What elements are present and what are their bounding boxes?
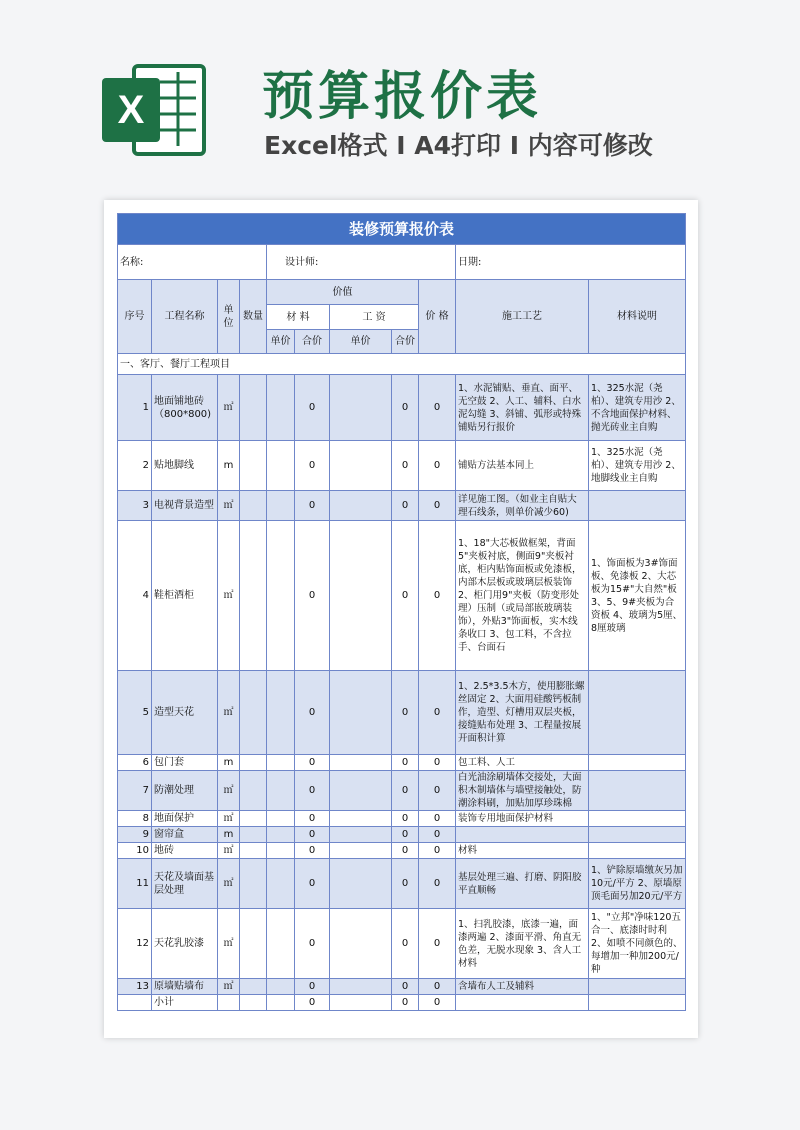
row-number — [118, 995, 152, 1011]
table-row — [118, 827, 686, 843]
row-material-note — [589, 671, 686, 755]
table-row — [118, 859, 686, 909]
row-labor-total: 0 — [392, 909, 419, 979]
row-labor-total: 0 — [392, 979, 419, 995]
row-project-name: 地面保护 — [152, 811, 218, 827]
row-number: 5 — [118, 671, 152, 755]
row-material-total: 0 — [295, 521, 330, 671]
row-material-total: 0 — [295, 859, 330, 909]
row-labor-unit-price — [330, 843, 392, 859]
row-price: 0 — [419, 811, 456, 827]
row-labor-total: 0 — [392, 827, 419, 843]
row-price: 0 — [419, 491, 456, 521]
row-process: 含墙布人工及辅料 — [456, 979, 589, 995]
row-quantity — [240, 843, 267, 859]
header-price-group: 价值 — [267, 280, 419, 305]
section-title: 一、客厅、餐厅工程项目 — [118, 354, 686, 375]
row-process — [456, 827, 589, 843]
name-field-label: 名称: — [118, 245, 267, 280]
header-material-total: 合价 — [295, 330, 330, 354]
row-number: 13 — [118, 979, 152, 995]
row-process: 白光油涂刷墙体交接处，大面积木制墙体与墙壁接触处，防潮涂料刷，加贴加厚珍珠棉 — [456, 771, 589, 811]
row-labor-total: 0 — [392, 491, 419, 521]
row-process: 基层处理三遍、打磨、阴阳胶平直顺畅 — [456, 859, 589, 909]
row-labor-unit-price — [330, 909, 392, 979]
row-unit — [218, 995, 240, 1011]
banner — [0, 0, 800, 190]
row-unit: m — [218, 441, 240, 491]
header-unit: 单位 — [218, 280, 240, 354]
row-number: 6 — [118, 755, 152, 771]
row-labor-total: 0 — [392, 671, 419, 755]
quote-table — [117, 213, 686, 1011]
table-row — [118, 995, 686, 1011]
row-labor-total: 0 — [392, 811, 419, 827]
row-unit: m — [218, 827, 240, 843]
table-row — [118, 755, 686, 771]
row-labor-unit-price — [330, 755, 392, 771]
table-row — [118, 811, 686, 827]
row-unit: ㎡ — [218, 859, 240, 909]
row-number: 2 — [118, 441, 152, 491]
row-quantity — [240, 671, 267, 755]
row-material-unit-price — [267, 491, 295, 521]
row-material-note — [589, 995, 686, 1011]
row-number: 12 — [118, 909, 152, 979]
row-process: 1、18"大芯板做框架，背面5"夹板衬底，侧面9"夹板衬底，柜内贴饰面板或免漆板，内部木层板或玻璃层板装饰 2、柜门用9"夹板（防变形处理）压制（或局部嵌玻璃装饰），外贴3"饰面板，实木线条收口 3、包工料，不含拉手、台面石 — [456, 521, 589, 671]
date-field-label: 日期: — [456, 245, 686, 280]
table-row — [118, 909, 686, 979]
row-price: 0 — [419, 995, 456, 1011]
row-material-note: 1、"立邦"净味120五合一、底漆时时利 2、如喷不同颜色的、每增加一种加200元/种 — [589, 909, 686, 979]
row-material-total: 0 — [295, 671, 330, 755]
row-material-total: 0 — [295, 375, 330, 441]
row-unit: ㎡ — [218, 811, 240, 827]
row-project-name: 贴地脚线 — [152, 441, 218, 491]
row-material-note — [589, 491, 686, 521]
row-process: 1、水泥铺贴、垂直、面平、无空鼓 2、人工、辅料、白水泥勾缝 3、斜铺、弧形或特殊铺贴另行报价 — [456, 375, 589, 441]
row-project-name: 鞋柜酒柜 — [152, 521, 218, 671]
header-material-note: 材料说明 — [589, 280, 686, 354]
row-labor-total: 0 — [392, 755, 419, 771]
row-labor-unit-price — [330, 441, 392, 491]
table-row — [118, 521, 686, 671]
row-process: 详见施工图。（如业主自贴大理石线条，则单价减少60) — [456, 491, 589, 521]
row-material-total: 0 — [295, 827, 330, 843]
row-labor-unit-price — [330, 671, 392, 755]
row-quantity — [240, 491, 267, 521]
row-labor-unit-price — [330, 995, 392, 1011]
row-labor-total: 0 — [392, 859, 419, 909]
row-quantity — [240, 375, 267, 441]
row-quantity — [240, 995, 267, 1011]
row-material-note — [589, 771, 686, 811]
header-labor-unit-price: 单价 — [330, 330, 392, 354]
header-material: 材 料 — [267, 305, 330, 330]
row-number: 1 — [118, 375, 152, 441]
row-unit: ㎡ — [218, 375, 240, 441]
row-unit: ㎡ — [218, 671, 240, 755]
row-labor-unit-price — [330, 859, 392, 909]
row-process: 1、2.5*3.5木方，使用膨胀螺丝固定 2、大面用硅酸钙板制作，造型、灯槽用双层夹板，接缝贴布处理 3、工程量按展开面积计算 — [456, 671, 589, 755]
page-title: 预算报价表 — [262, 67, 543, 127]
row-material-unit-price — [267, 771, 295, 811]
designer-field-label: 设计师: — [267, 245, 456, 280]
row-quantity — [240, 521, 267, 671]
sheet-caption: 装修预算报价表 — [118, 214, 686, 245]
table-row — [118, 979, 686, 995]
row-material-total: 0 — [295, 441, 330, 491]
row-material-note: 1、饰面板为3#饰面板、免漆板 2、大芯板为15#"大自然"板 3、5、9#夹板为合资板 4、玻璃为5厘、8厘玻璃 — [589, 521, 686, 671]
row-labor-unit-price — [330, 771, 392, 811]
row-material-unit-price — [267, 827, 295, 843]
row-number: 8 — [118, 811, 152, 827]
row-price: 0 — [419, 755, 456, 771]
row-project-name: 天花乳胶漆 — [152, 909, 218, 979]
table-row — [118, 375, 686, 441]
row-material-unit-price — [267, 843, 295, 859]
row-labor-unit-price — [330, 811, 392, 827]
row-price: 0 — [419, 671, 456, 755]
row-labor-unit-price — [330, 979, 392, 995]
row-project-name: 天花及墙面基层处理 — [152, 859, 218, 909]
header-price: 价 格 — [419, 280, 456, 354]
row-price: 0 — [419, 441, 456, 491]
page-subtitle: Excel格式 I A4打印 I 内容可修改 — [264, 131, 653, 160]
row-project-name: 造型天花 — [152, 671, 218, 755]
table-row — [118, 441, 686, 491]
spreadsheet-preview — [104, 200, 698, 1038]
row-material-unit-price — [267, 995, 295, 1011]
excel-icon — [100, 58, 212, 162]
row-project-name: 地砖 — [152, 843, 218, 859]
row-material-note — [589, 843, 686, 859]
row-material-total: 0 — [295, 909, 330, 979]
row-project-name: 电视背景造型 — [152, 491, 218, 521]
row-price: 0 — [419, 843, 456, 859]
row-material-unit-price — [267, 375, 295, 441]
row-unit: ㎡ — [218, 521, 240, 671]
table-row — [118, 771, 686, 811]
row-quantity — [240, 441, 267, 491]
row-process — [456, 995, 589, 1011]
row-process: 装饰专用地面保护材料 — [456, 811, 589, 827]
row-material-unit-price — [267, 441, 295, 491]
row-labor-total: 0 — [392, 995, 419, 1011]
row-material-note — [589, 827, 686, 843]
header-qty: 数量 — [240, 280, 267, 354]
row-number: 7 — [118, 771, 152, 811]
row-project-name: 地面铺地砖（800*800) — [152, 375, 218, 441]
row-number: 4 — [118, 521, 152, 671]
row-material-unit-price — [267, 909, 295, 979]
row-material-note: 1、325水泥（尧柏）、建筑专用沙 2、不含地面保护材料、抛光砖业主自购 — [589, 375, 686, 441]
row-unit: m — [218, 755, 240, 771]
table-row — [118, 843, 686, 859]
row-material-unit-price — [267, 755, 295, 771]
row-quantity — [240, 979, 267, 995]
row-labor-total: 0 — [392, 375, 419, 441]
row-project-name: 小计 — [152, 995, 218, 1011]
row-unit: ㎡ — [218, 491, 240, 521]
row-material-total: 0 — [295, 771, 330, 811]
table-row — [118, 671, 686, 755]
row-labor-total: 0 — [392, 521, 419, 671]
row-material-total: 0 — [295, 811, 330, 827]
row-labor-unit-price — [330, 521, 392, 671]
header-material-unit-price: 单价 — [267, 330, 295, 354]
row-number: 11 — [118, 859, 152, 909]
row-material-note — [589, 979, 686, 995]
row-price: 0 — [419, 521, 456, 671]
row-material-total: 0 — [295, 491, 330, 521]
logo-letter: X — [117, 88, 145, 132]
row-price: 0 — [419, 827, 456, 843]
row-material-note: 1、325水泥（尧柏）、建筑专用沙 2、地脚线业主自购 — [589, 441, 686, 491]
row-material-total: 0 — [295, 755, 330, 771]
row-material-total: 0 — [295, 979, 330, 995]
row-quantity — [240, 859, 267, 909]
row-material-unit-price — [267, 979, 295, 995]
row-unit: ㎡ — [218, 771, 240, 811]
row-material-total: 0 — [295, 995, 330, 1011]
row-material-unit-price — [267, 859, 295, 909]
row-process: 材料 — [456, 843, 589, 859]
row-price: 0 — [419, 979, 456, 995]
row-number: 9 — [118, 827, 152, 843]
row-project-name: 防潮处理 — [152, 771, 218, 811]
row-quantity — [240, 755, 267, 771]
row-process: 1、扫乳胶漆，底漆一遍，面漆两遍 2、漆面平滑、角直无色差，无脱水现象 3、含人工材料 — [456, 909, 589, 979]
row-price: 0 — [419, 859, 456, 909]
row-process: 铺贴方法基本同上 — [456, 441, 589, 491]
row-process: 包工料、人工 — [456, 755, 589, 771]
row-price: 0 — [419, 909, 456, 979]
row-quantity — [240, 827, 267, 843]
row-labor-total: 0 — [392, 771, 419, 811]
row-labor-unit-price — [330, 491, 392, 521]
row-material-note — [589, 755, 686, 771]
row-price: 0 — [419, 771, 456, 811]
row-number: 10 — [118, 843, 152, 859]
row-material-unit-price — [267, 811, 295, 827]
row-price: 0 — [419, 375, 456, 441]
row-material-unit-price — [267, 671, 295, 755]
row-labor-total: 0 — [392, 441, 419, 491]
row-material-note — [589, 811, 686, 827]
header-labor: 工 资 — [330, 305, 419, 330]
row-quantity — [240, 811, 267, 827]
row-labor-unit-price — [330, 375, 392, 441]
row-unit: ㎡ — [218, 979, 240, 995]
row-project-name: 原墙贴墙布 — [152, 979, 218, 995]
header-seq: 序号 — [118, 280, 152, 354]
header-labor-total: 合价 — [392, 330, 419, 354]
row-quantity — [240, 909, 267, 979]
row-project-name: 包门套 — [152, 755, 218, 771]
table-row — [118, 491, 686, 521]
row-unit: ㎡ — [218, 909, 240, 979]
row-project-name: 窗帘盒 — [152, 827, 218, 843]
row-material-total: 0 — [295, 843, 330, 859]
row-material-unit-price — [267, 521, 295, 671]
row-material-note: 1、铲除原墙缴灰另加10元/平方 2、原墙原顶毛面另加20元/平方 — [589, 859, 686, 909]
row-labor-total: 0 — [392, 843, 419, 859]
header-project: 工程名称 — [152, 280, 218, 354]
row-unit: ㎡ — [218, 843, 240, 859]
row-labor-unit-price — [330, 827, 392, 843]
row-number: 3 — [118, 491, 152, 521]
row-quantity — [240, 771, 267, 811]
header-process: 施工工艺 — [456, 280, 589, 354]
